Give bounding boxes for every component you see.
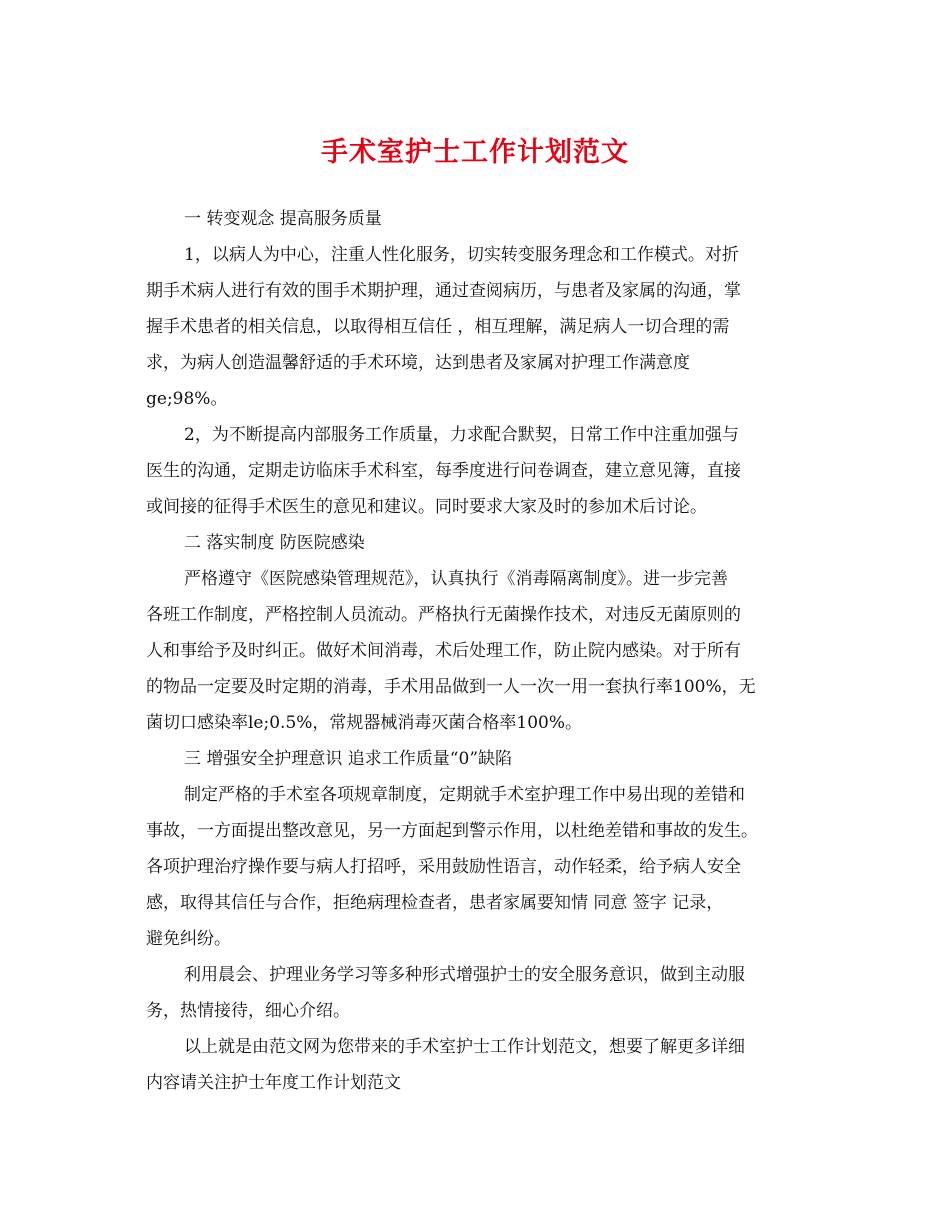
paragraph-line: 医生的沟通，定期走访临床手术科室，每季度进行问卷调查，建立意见簿，直接 <box>146 461 741 481</box>
section-heading-2: 二 落实制度 防医院感染 <box>184 533 365 553</box>
paragraph-line: 避免纠纷。 <box>146 929 231 949</box>
paragraph-line: 人和事给予及时纠正。做好术间消毒，术后处理工作，防止院内感染。对于所有 <box>146 641 741 661</box>
paragraph-line: 握手术患者的相关信息，以取得相互信任 ，相互理解，满足病人一切合理的需 <box>146 317 730 337</box>
paragraph-line: 务，热情接待，细心介绍。 <box>146 1001 350 1021</box>
paragraph-line: 2，为不断提高内部服务工作质量，力求配合默契，日常工作中注重加强与 <box>184 425 739 445</box>
paragraph-line: 严格遵守《医院感染管理规范》，认真执行《消毒隔离制度》。进一步完善 <box>184 569 728 589</box>
section-heading-1: 一 转变观念 提高服务质量 <box>184 209 382 229</box>
document-title: 手术室护士工作计划范文 <box>321 137 629 168</box>
paragraph-line: 求，为病人创造温馨舒适的手术环境，达到患者及家属对护理工作满意度 <box>146 353 690 373</box>
paragraph-line: 感，取得其信任与合作，拒绝病理检查者，患者家属要知情 同意 签字 记录， <box>146 893 724 913</box>
paragraph-line: 或间接的征得手术医生的意见和建议。同时要求大家及时的参加术后讨论。 <box>146 497 707 517</box>
paragraph-line: 1，以病人为中心，注重人性化服务，切实转变服务理念和工作模式。对折 <box>184 245 739 265</box>
paragraph-line: 内容请关注护士年度工作计划范文 <box>146 1073 401 1093</box>
paragraph-line: 利用晨会、护理业务学习等多种形式增强护士的安全服务意识，做到主动服 <box>184 965 745 985</box>
paragraph-line: 以上就是由范文网为您带来的手术室护士工作计划范文，想要了解更多详细 <box>184 1037 745 1057</box>
paragraph-line: 期手术病人进行有效的围手术期护理，通过查阅病历，与患者及家属的沟通，掌 <box>146 281 741 301</box>
paragraph-line: 菌切口感染率le;0.5%，常规器械消毒灭菌合格率100%。 <box>146 713 583 733</box>
paragraph-line: ge;98%。 <box>146 389 228 409</box>
section-heading-3: 三 增强安全护理意识 追求工作质量“0”缺陷 <box>184 749 513 769</box>
paragraph-line: 各项护理治疗操作要与病人打招呼，采用鼓励性语言，动作轻柔，给予病人安全 <box>146 857 741 877</box>
paragraph-line: 的物品一定要及时定期的消毒，手术用品做到一人一次一用一套执行率100%，无 <box>146 677 756 697</box>
paragraph-line: 事故，一方面提出整改意见，另一方面起到警示作用，以杜绝差错和事故的发生。 <box>146 821 758 841</box>
paragraph-line: 各班工作制度，严格控制人员流动。严格执行无菌操作技术，对违反无菌原则的 <box>146 605 741 625</box>
paragraph-line: 制定严格的手术室各项规章制度，定期就手术室护理工作中易出现的差错和 <box>184 785 745 805</box>
